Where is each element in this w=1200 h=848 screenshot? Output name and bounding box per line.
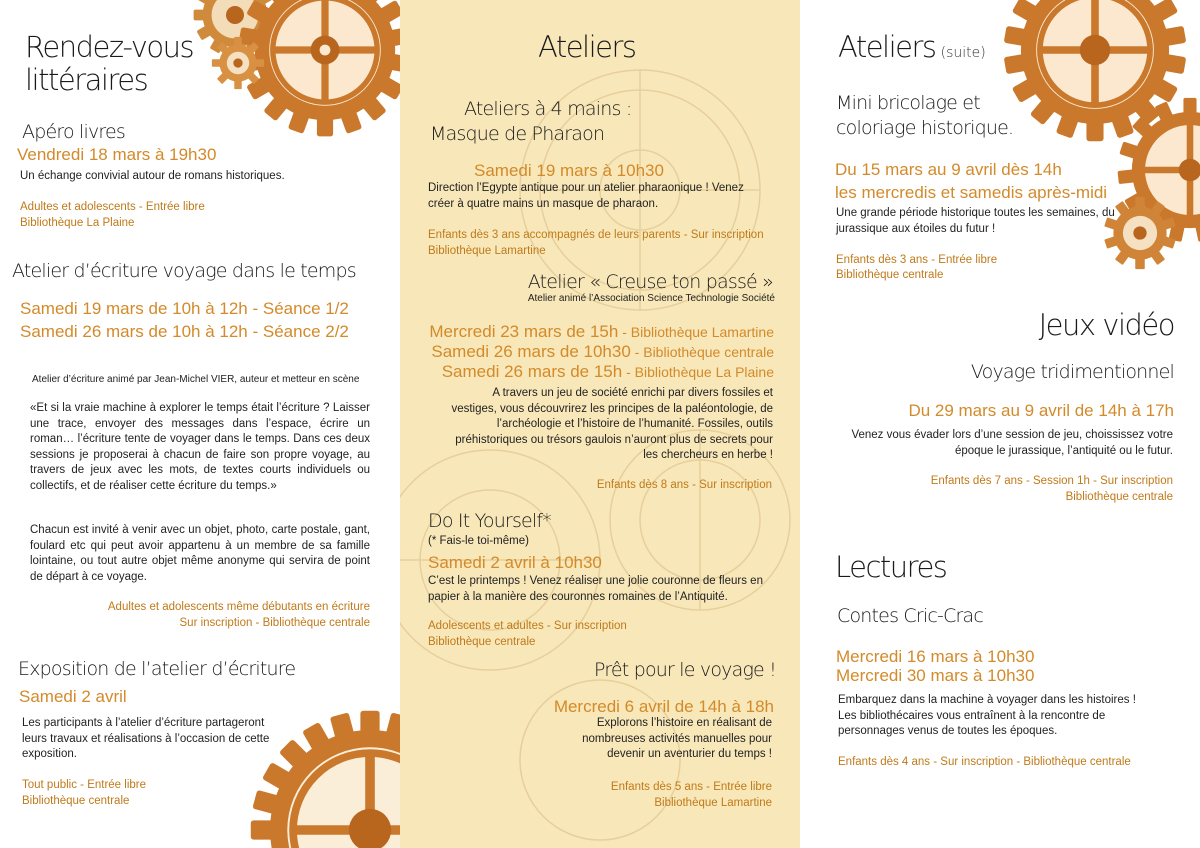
diy-place: Bibliothèque centrale: [428, 636, 536, 648]
pharaon-audience: Enfants dès 3 ans accompagnés de leurs parents - Sur inscription: [428, 229, 764, 241]
bricolage-title-line1: Mini bricolage et: [836, 92, 980, 114]
creuse-audience: Enfants dès 8 ans - Sur inscription: [596, 479, 772, 491]
column-rendez-vous: [0, 0, 400, 848]
atelier-audience: Adultes et adolescents même débutants en écriture: [107, 601, 370, 613]
pharaon-title-line2: Masque de Pharaon: [430, 123, 605, 145]
gear-illustration-bottom: [245, 705, 400, 848]
bricolage-title-line2: coloriage historique.: [836, 117, 1014, 139]
atelier-ecriture-title: Atelier d’écriture voyage dans le temps: [12, 260, 356, 282]
diy-desc: C’est le printemps ! Venez réaliser une jolie couronne de fleurs en papier à la manière des couronnes romaines de l’Antiquité.: [428, 575, 763, 603]
creuse-session-3: Samedi 26 mars de 15h - Bibliothèque La Plaine: [441, 362, 774, 381]
apero-date: Vendredi 18 mars à 19h30: [17, 145, 217, 164]
pharaon-place: Bibliothèque Lamartine: [428, 245, 546, 257]
jeux-subtitle: Voyage tridimentionnel: [970, 361, 1174, 383]
ateliers-title: Ateliers: [538, 30, 636, 64]
gear-illustration-mini: [210, 35, 266, 91]
jeux-title: Jeux vidéo: [1038, 308, 1174, 342]
atelier-quote: «Et si la vraie machine à explorer le temps était l’écriture ? Laisser une trace, envoyer des messages dans l’espace, écrire un roman… l’écriture tente de voyager dans le temps. Dans ces deux sessions je proposerai à chacun de faire son propre voyage, au travers de jeux avec les mots, de textes courts individuels ou collectifs, et de réaliser cette écriture du temps.»: [30, 402, 370, 492]
atelier-credit: Atelier d’écriture animé par Jean-Michel VIER, auteur et metteur en scène: [32, 374, 360, 385]
pharaon-desc: Direction l’Egypte antique pour un atelier pharaonique ! Venez créer à quatre mains un masque de pharaon.: [428, 182, 744, 210]
expo-audience: Tout public - Entrée libre: [22, 779, 147, 791]
expo-place: Bibliothèque centrale: [22, 795, 130, 807]
jeux-date: Du 29 mars au 9 avril de 14h à 17h: [908, 401, 1174, 420]
pharaon-title-line1: Ateliers à 4 mains :: [464, 98, 632, 120]
creuse-desc: A travers un jeu de société enrichi par divers fossiles et vestiges, vous découvrirez les principes de la paléontologie, de l’archéologie et l’histoire de l’humanité. Fossiles, outils préhistoriques ou trésors gaulois n’auront plus de secrets pour les chercheurs en herbe !: [451, 387, 773, 461]
lectures-title: Lectures: [835, 550, 947, 584]
apero-audience: Adultes et adolescents - Entrée libre: [20, 201, 205, 213]
ateliers-suite-heading: [838, 30, 986, 64]
column-ateliers: [400, 0, 800, 848]
apero-title: Apéro livres: [22, 121, 125, 143]
atelier-date-2: Samedi 26 mars de 10h à 12h - Séance 2/2: [20, 322, 349, 341]
bricolage-desc: Une grande période historique toutes les semaines, du jurassique aux étoiles du futur !: [836, 207, 1115, 235]
lectures-subtitle: Contes Cric-Crac: [837, 605, 984, 627]
diy-date: Samedi 2 avril à 10h30: [428, 553, 602, 572]
diy-audience: Adolescents et adultes - Sur inscription: [428, 620, 627, 632]
bricolage-place: Bibliothèque centrale: [836, 269, 944, 281]
creuse-title: Atelier « Creuse ton passé »: [527, 271, 773, 293]
jeux-desc: Venez vous évader lors d’une session de jeu, choississez votre époque le jurassique, l’antiquité ou le futur.: [851, 429, 1173, 457]
bricolage-date-1: Du 15 mars au 9 avril dès 14h: [835, 160, 1062, 179]
diy-title: Do It Yourself*: [428, 510, 552, 532]
apero-place: Bibliothèque La Plaine: [20, 217, 135, 229]
jeux-place: Bibliothèque centrale: [1065, 491, 1173, 503]
lectures-info: Enfants dès 4 ans - Sur inscription - Bibliothèque centrale: [838, 756, 1131, 768]
diy-note: (* Fais-le toi-même): [428, 535, 529, 547]
expo-desc: Les participants à l’atelier d’écriture partageront leurs travaux et réalisations à l’occasion de cette exposition.: [22, 717, 270, 760]
lectures-date-1: Mercredi 16 mars à 10h30: [836, 647, 1035, 666]
jeux-audience: Enfants dès 7 ans - Session 1h - Sur inscription: [930, 475, 1173, 487]
voyage-date: Mercredi 6 avril de 14h à 18h: [553, 697, 774, 716]
bricolage-date-2: les mercredis et samedis après-midi: [835, 183, 1108, 202]
lectures-date-2: Mercredi 30 mars à 10h30: [836, 666, 1035, 685]
creuse-session-1: Mercredi 23 mars de 15h - Bibliothèque Lamartine: [429, 322, 774, 341]
voyage-audience: Enfants dès 5 ans - Entrée libre: [610, 781, 772, 793]
ateliers-suite-title: Ateliers: [838, 30, 936, 64]
ateliers-suite-suffix: (suite): [940, 45, 986, 61]
section-title-line2: littéraires: [25, 63, 148, 97]
voyage-title: Prêt pour le voyage !: [594, 659, 776, 681]
lectures-desc: Embarquez dans la machine à voyager dans les histoires ! Les bibliothécaires vous entraînent à la rencontre de personnages venus de toutes les époques.: [838, 694, 1136, 737]
section-title-line1: Rendez-vous: [25, 30, 194, 64]
atelier-place: Sur inscription - Bibliothèque centrale: [179, 617, 370, 629]
apero-desc: Un échange convivial autour de romans historiques.: [20, 170, 285, 182]
atelier-date-1: Samedi 19 mars de 10h à 12h - Séance 1/2: [20, 299, 349, 318]
pharaon-date: Samedi 19 mars à 10h30: [474, 161, 664, 180]
voyage-desc: Explorons l’histoire en réalisant de nombreuses activités manuelles pour devenir un aventurier du temps !: [582, 717, 772, 760]
voyage-place: Bibliothèque Lamartine: [654, 797, 772, 809]
column-ateliers-suite: [800, 0, 1200, 848]
expo-date: Samedi 2 avril: [19, 687, 127, 706]
atelier-paragraph: Chacun est invité à venir avec un objet, photo, carte postale, gant, foulard etc qui peut avoir appartenu à un membre de sa famille lointaine, ou tout autre objet même anonyme qui servira de point de départ à ce voyage.: [30, 524, 370, 583]
expo-title: Exposition de l’atelier d’écriture: [18, 658, 296, 680]
creuse-session-2: Samedi 26 mars de 10h30 - Bibliothèque centrale: [431, 342, 774, 361]
creuse-subtitle: Atelier animé l’Association Science Technologie Société: [527, 293, 775, 304]
bricolage-audience: Enfants dès 3 ans - Entrée libre: [836, 254, 998, 266]
